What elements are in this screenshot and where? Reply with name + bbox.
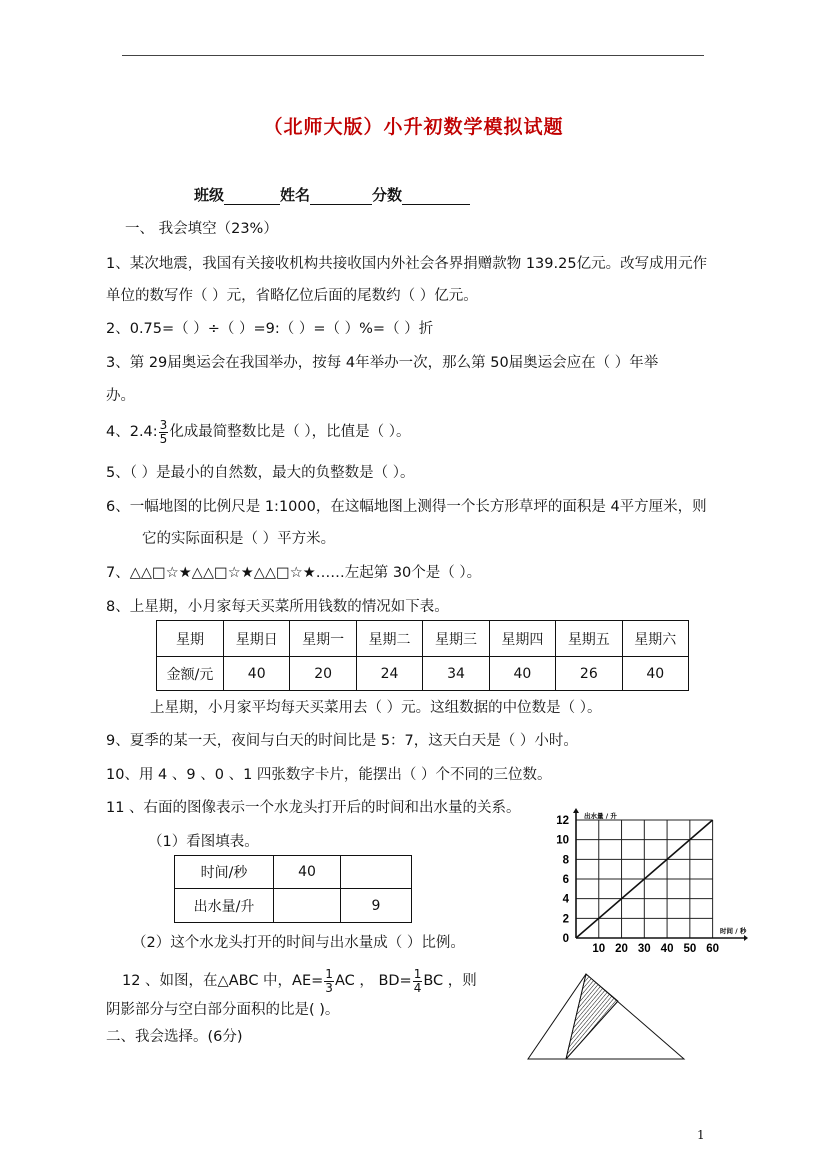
- question-3-line-2: 办。: [106, 388, 135, 404]
- class-label: 班级: [194, 186, 225, 204]
- fraction-numerator: 1: [325, 966, 333, 981]
- student-info-fields: [194, 184, 470, 205]
- y-tick-label: 2: [562, 913, 569, 926]
- table-header-cell: 星期: [157, 621, 224, 657]
- question-11-part-1: （1）看图填表。: [148, 834, 259, 850]
- question-4-prefix: 4、2.4:: [106, 424, 158, 440]
- fraction-1-3: [324, 968, 334, 995]
- question-4-suffix: 化成最简整数比是（ ），比值是（ ）。: [169, 424, 411, 440]
- name-blank[interactable]: [310, 188, 372, 205]
- q8-spending-table: [156, 620, 689, 691]
- question-8-followup: 上星期，小月家平均每天买菜用去（ ）元。这组数据的中位数是（ ）。: [150, 700, 602, 716]
- shaded-region: [566, 974, 618, 1059]
- fraction-numerator: 3: [159, 417, 168, 432]
- x-tick-label: 50: [683, 943, 697, 955]
- table-cell[interactable]: [274, 889, 341, 923]
- fraction-denominator: 5: [159, 431, 168, 446]
- table-cell: 40: [489, 657, 555, 691]
- fraction-3-5: [159, 419, 169, 446]
- table-header-cell: 星期一: [290, 621, 356, 657]
- table-cell: 40: [274, 856, 341, 889]
- fraction-denominator: 3: [325, 980, 333, 995]
- y-axis-arrow: [573, 808, 579, 813]
- table-cell: 40: [224, 657, 290, 691]
- header-rule: [122, 55, 704, 56]
- question-4: [106, 412, 411, 452]
- triangle-diagram: [526, 972, 686, 1062]
- question-10: 10、用 4 、9 、0 、1 四张数字卡片，能摆出（ ）个不同的三位数。: [106, 767, 552, 783]
- table-cell: 时间/秒: [175, 856, 274, 889]
- question-2: 2、0.75=（ ）÷（ ）=9:（ ）=（ ）%=（ ）折: [106, 321, 434, 337]
- y-tick-label: 4: [562, 893, 569, 906]
- table-cell: 26: [556, 657, 622, 691]
- question-12: [122, 961, 477, 1001]
- question-5: 5、（ ）是最小的自然数，最大的负整数是（ ）。: [106, 465, 415, 481]
- question-1-line-2: 单位的数写作（ ）元，省略亿位后面的尾数约（ ）亿元。: [106, 288, 478, 304]
- question-11: 11 、右面的图像表示一个水龙头打开后的时间和出水量的关系。: [106, 800, 521, 816]
- table-row: [157, 657, 689, 691]
- table-header-cell: 星期三: [423, 621, 489, 657]
- y-tick-label: 0: [562, 933, 569, 945]
- table-cell[interactable]: [341, 856, 412, 889]
- table-header-cell: 星期日: [224, 621, 290, 657]
- table-header-cell: 星期五: [556, 621, 622, 657]
- fraction-numerator: 1: [413, 966, 422, 981]
- question-7: 7、△△□☆★△△□☆★△△□☆★……左起第 30个是（ ）。: [106, 565, 482, 581]
- table-cell: 金额/元: [157, 657, 224, 691]
- question-8: 8、上星期，小月家每天买菜所用钱数的情况如下表。: [106, 599, 449, 615]
- question-6-line-1: 6、一幅地图的比例尺是 1:1000，在这幅地图上测得一个长方形草坪的面积是 4平方厘米，则: [106, 499, 707, 515]
- table-row: [175, 889, 412, 923]
- name-label: 姓名: [280, 186, 311, 204]
- section-1-heading: 一、 我会填空（23%）: [125, 221, 278, 237]
- table-header-cell: 星期四: [489, 621, 555, 657]
- triangle-abc: [528, 974, 684, 1059]
- y-tick-label: 12: [556, 815, 569, 827]
- question-12-lead: 12 、如图，在△ABC 中，AE=: [122, 973, 324, 989]
- q11-fill-table: [174, 855, 412, 923]
- question-11-part-2: （2）这个水龙头打开的时间与出水量成（ ）比例。: [132, 935, 465, 951]
- question-12-tail: BC ，则: [423, 973, 477, 989]
- chart-x-axis-label: 时间 / 秒: [720, 927, 747, 935]
- chart-y-tick-labels: [556, 815, 569, 945]
- x-tick-label: 20: [615, 943, 628, 955]
- fraction-1-4: [413, 968, 423, 995]
- table-cell: 40: [622, 657, 688, 691]
- page-title: （北师大版）小升初数学模拟试题: [263, 116, 564, 138]
- score-blank[interactable]: [402, 188, 470, 205]
- x-tick-label: 30: [637, 943, 651, 955]
- question-1-line-1: 1、某次地震，我国有关接收机构共接收国内外社会各界捐赠款物 139.25亿元。改写成用元作: [106, 256, 708, 272]
- class-blank[interactable]: [224, 188, 280, 205]
- x-axis-arrow: [744, 935, 748, 941]
- section-2-heading: 二、我会选择。(6分): [106, 1029, 243, 1045]
- table-cell: 34: [423, 657, 489, 691]
- table-cell: 20: [290, 657, 356, 691]
- page-number: 1: [697, 1128, 705, 1142]
- table-row: [175, 856, 412, 889]
- question-3-line-1: 3、第 29届奥运会在我国举办，按每 4年举办一次，那么第 50届奥运会应在（ ）年举: [106, 355, 659, 371]
- x-tick-label: 60: [706, 943, 720, 955]
- question-9: 9、夏季的某一天，夜间与白天的时间比是 5：7，这天白天是（ ）小时。: [106, 733, 578, 749]
- water-output-line-chart: [548, 808, 748, 956]
- fraction-denominator: 4: [413, 980, 422, 995]
- y-tick-label: 8: [562, 854, 569, 867]
- chart-y-axis-label: 出水量 / 升: [584, 812, 617, 820]
- x-tick-label: 40: [660, 943, 674, 955]
- y-tick-label: 6: [562, 874, 569, 886]
- question-12-line-2: 阴影部分与空白部分面积的比是( )。: [106, 1002, 340, 1018]
- question-12-mid: AC ， BD=: [334, 973, 412, 989]
- table-cell: 出水量/升: [175, 889, 274, 923]
- table-header-row: [157, 621, 689, 657]
- score-label: 分数: [372, 186, 403, 204]
- table-cell: 24: [356, 657, 422, 691]
- y-tick-label: 10: [556, 834, 569, 847]
- x-tick-label: 10: [592, 943, 606, 955]
- chart-x-tick-labels: [592, 943, 719, 955]
- question-6-line-2: 它的实际面积是（ ）平方米。: [142, 531, 336, 547]
- table-header-cell: 星期二: [356, 621, 422, 657]
- table-header-cell: 星期六: [622, 621, 688, 657]
- table-cell: 9: [341, 889, 412, 923]
